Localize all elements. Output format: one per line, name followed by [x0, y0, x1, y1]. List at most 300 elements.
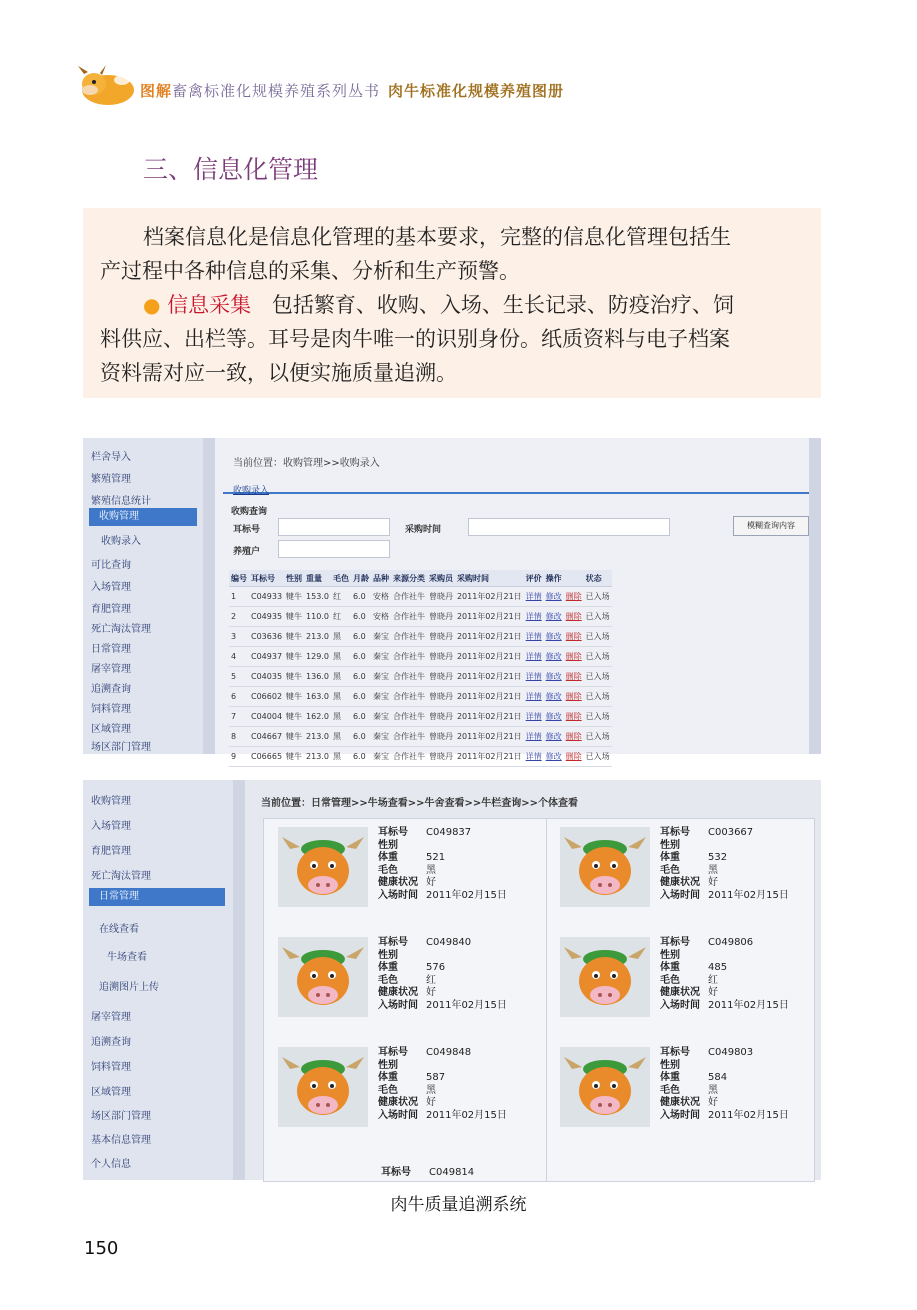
column-header: 采购员 [427, 570, 455, 587]
search-button[interactable]: 模糊查询内容 [733, 516, 809, 536]
table-cell: C03636 [249, 627, 284, 647]
purchase-entry-screenshot [83, 438, 821, 761]
color-value: 黑 [708, 864, 718, 876]
cattle-card[interactable] [560, 1047, 820, 1147]
weight-value: 485 [708, 962, 728, 973]
table-cell: 秦宝 [371, 627, 391, 647]
sidebar-item[interactable]: 入场管理 [91, 821, 131, 832]
table-cell: 6.0 [351, 707, 371, 727]
detail-link[interactable]: 详情 [524, 727, 544, 747]
table-cell: 秦宝 [371, 647, 391, 667]
sidebar-scrollbar[interactable] [203, 438, 215, 754]
entry-value: 2011年02月15日 [426, 889, 507, 901]
sidebar-item[interactable]: 死亡淘汰管理 [91, 624, 151, 635]
info-line [378, 827, 507, 840]
ear-label: 耳标号 [660, 937, 690, 948]
table-cell: 黑 [331, 627, 351, 647]
sidebar-item[interactable]: 育肥管理 [91, 604, 131, 615]
table-cell: C04937 [249, 647, 284, 667]
cattle-card[interactable] [278, 937, 538, 1037]
weight-label: 体重 [378, 852, 398, 863]
delete-link[interactable]: 删除 [564, 687, 584, 707]
table-cell: 秦宝 [371, 707, 391, 727]
table-cell: 犍牛 [284, 707, 304, 727]
info-line [660, 1047, 789, 1060]
info-line [660, 827, 789, 840]
ear-value: C049806 [708, 937, 754, 948]
cattle-card[interactable] [560, 827, 820, 927]
detail-link[interactable]: 详情 [524, 607, 544, 627]
breadcrumb: 当前位置：收购管理>>收购录入 [233, 458, 380, 469]
column-header [564, 570, 584, 587]
table-cell: 2011年02月21日 [455, 607, 524, 627]
table-cell: 6.0 [351, 607, 371, 627]
entry-label: 入场时间 [378, 999, 418, 1011]
sidebar-item[interactable]: 屠宰管理 [91, 1012, 131, 1023]
table-cell: 已入场 [584, 627, 612, 647]
table-row [229, 587, 612, 607]
table-cell: 犍牛 [284, 647, 304, 667]
detail-link[interactable]: 详情 [524, 647, 544, 667]
info-line [660, 865, 789, 878]
ear-label: 耳标号 [378, 1047, 408, 1058]
main-scrollbar[interactable] [809, 438, 821, 754]
table-cell: 9 [229, 747, 249, 767]
info-line [660, 937, 789, 950]
book-title: 肉牛标准化规模养殖图册 [388, 82, 565, 100]
health-label: 健康状况 [378, 877, 418, 888]
table-row [229, 687, 612, 707]
cow-cartoon-icon [560, 1047, 650, 1127]
tab-purchase-entry[interactable]: 收购录入 [233, 486, 270, 496]
table-cell: 2011年02月21日 [455, 707, 524, 727]
sidebar-item[interactable]: 繁殖管理 [91, 474, 131, 485]
intro-line-4: 料供应、出栏等。耳号是肉牛唯一的识别身份。纸质资料与电子档案 [100, 327, 730, 351]
delete-link[interactable]: 删除 [564, 707, 584, 727]
entry-value: 2011年02月15日 [708, 889, 789, 901]
detail-link[interactable]: 详情 [524, 707, 544, 727]
tab-bar [223, 478, 813, 494]
table-cell: 曾晓丹 [427, 727, 455, 747]
table-cell: 6.0 [351, 587, 371, 607]
info-line [378, 962, 507, 975]
detail-link[interactable]: 详情 [524, 747, 544, 767]
partial-ear-value: C049814 [429, 1167, 475, 1178]
cattle-info [378, 827, 507, 902]
table-header-row [229, 570, 612, 587]
detail-link[interactable]: 详情 [524, 627, 544, 647]
table-cell: C06665 [249, 747, 284, 767]
table-row [229, 747, 612, 767]
sidebar-item-active[interactable]: 收购管理 [89, 508, 197, 526]
sex-label: 性别 [660, 949, 680, 961]
intro-line-1: 档案信息化是信息化管理的基本要求，完整的信息化管理包括生 [143, 225, 731, 249]
column-header: 状态 [584, 570, 612, 587]
table-row [229, 667, 612, 687]
info-line [378, 865, 507, 878]
table-cell: 曾晓丹 [427, 707, 455, 727]
delete-link[interactable]: 删除 [564, 647, 584, 667]
table-cell: 合作社牛 [391, 727, 427, 747]
sidebar-item[interactable]: 日常管理 [91, 644, 131, 655]
info-line [378, 852, 507, 865]
cattle-info [660, 1047, 789, 1122]
cattle-card[interactable] [278, 1047, 538, 1147]
table-cell: 2 [229, 607, 249, 627]
column-header: 耳标号 [249, 570, 284, 587]
info-line [660, 852, 789, 865]
table-cell: C04667 [249, 727, 284, 747]
sex-label: 性别 [378, 1059, 398, 1071]
table-cell: C04035 [249, 667, 284, 687]
sidebar-subitem[interactable]: 在线查看 [99, 924, 139, 935]
sex-label: 性别 [660, 839, 680, 851]
info-line [378, 1047, 507, 1060]
health-label: 健康状况 [660, 987, 700, 998]
table-cell: 合作社牛 [391, 627, 427, 647]
edit-link[interactable]: 修改 [544, 707, 564, 727]
ear-value: C049840 [426, 937, 472, 948]
sidebar-item[interactable]: 基本信息管理 [91, 1135, 151, 1146]
color-label: 毛色 [660, 864, 680, 876]
table-cell: 已入场 [584, 607, 612, 627]
info-line [660, 1072, 789, 1085]
ear-value: C003667 [708, 827, 754, 838]
health-value: 好 [426, 877, 436, 888]
table-cell: 犍牛 [284, 667, 304, 687]
column-header: 评价 [524, 570, 544, 587]
table-cell: 6.0 [351, 627, 371, 647]
sidebar-item[interactable]: 追溯查询 [91, 1037, 131, 1048]
sidebar-item[interactable]: 育肥管理 [91, 846, 131, 857]
table-cell: 曾晓丹 [427, 627, 455, 647]
table-row [229, 727, 612, 747]
ear-field-label: 耳标号 [233, 525, 261, 535]
edit-link[interactable]: 修改 [544, 667, 564, 687]
sidebar-item[interactable]: 可比查询 [91, 560, 131, 571]
cattle-grid [263, 818, 815, 1182]
sidebar-item[interactable]: 死亡淘汰管理 [91, 871, 151, 882]
delete-link[interactable]: 删除 [564, 727, 584, 747]
table-cell: 6.0 [351, 667, 371, 687]
info-line [378, 1072, 507, 1085]
weight-value: 532 [708, 852, 728, 863]
info-line [660, 1000, 789, 1013]
color-label: 毛色 [660, 974, 680, 986]
table-cell: 2011年02月21日 [455, 627, 524, 647]
sidebar-scrollbar[interactable] [233, 780, 245, 1180]
entry-label: 入场时间 [378, 889, 418, 901]
delete-link[interactable]: 删除 [564, 587, 584, 607]
delete-link[interactable]: 删除 [564, 627, 584, 647]
info-line [660, 1097, 789, 1110]
table-cell: C06602 [249, 687, 284, 707]
entry-value: 2011年02月15日 [426, 999, 507, 1011]
purchase-table [229, 570, 612, 767]
weight-value: 584 [708, 1072, 728, 1083]
table-cell: 110.0 [304, 607, 331, 627]
table-row [229, 647, 612, 667]
table-cell: 136.0 [304, 667, 331, 687]
table-cell: 黑 [331, 687, 351, 707]
table-cell: 合作社牛 [391, 687, 427, 707]
info-line [660, 840, 789, 853]
table-cell: C04933 [249, 587, 284, 607]
intro-line-3-text: 包括繁育、收购、入场、生长记录、防疫治疗、饲 [271, 293, 734, 317]
info-line [660, 1110, 789, 1123]
cow-cartoon-icon [278, 1047, 368, 1127]
table-cell: 6.0 [351, 747, 371, 767]
table-row [229, 707, 612, 727]
sidebar-item[interactable]: 屠宰管理 [91, 664, 131, 675]
color-value: 黑 [426, 1084, 436, 1096]
entry-label: 入场时间 [378, 1109, 418, 1121]
column-header: 重量 [304, 570, 331, 587]
info-line [378, 890, 507, 903]
edit-link[interactable]: 修改 [544, 727, 564, 747]
delete-link[interactable]: 删除 [564, 667, 584, 687]
detail-link[interactable]: 详情 [524, 667, 544, 687]
health-label: 健康状况 [660, 1097, 700, 1108]
table-cell: 6.0 [351, 687, 371, 707]
table-cell: 1 [229, 587, 249, 607]
table-cell: 已入场 [584, 727, 612, 747]
bullet-icon: ● [143, 293, 161, 317]
table-cell: 8 [229, 727, 249, 747]
table-cell: 2011年02月21日 [455, 687, 524, 707]
info-line [378, 1000, 507, 1013]
detail-link[interactable]: 详情 [524, 687, 544, 707]
table-cell: 合作社牛 [391, 647, 427, 667]
edit-link[interactable]: 修改 [544, 627, 564, 647]
info-line [660, 962, 789, 975]
sidebar-item[interactable]: 饲料管理 [91, 704, 131, 715]
table-cell: 213.0 [304, 747, 331, 767]
ear-value: C049837 [426, 827, 472, 838]
sidebar-item[interactable]: 区域管理 [91, 724, 131, 735]
column-header: 品种 [371, 570, 391, 587]
cattle-info [378, 1047, 507, 1122]
sidebar-subitem[interactable]: 收购录入 [101, 536, 141, 547]
ear-value: C049848 [426, 1047, 472, 1058]
table-cell: C04935 [249, 607, 284, 627]
color-value: 黑 [708, 1084, 718, 1096]
cow-cartoon-icon [560, 827, 650, 907]
table-cell: 曾晓丹 [427, 607, 455, 627]
weight-label: 体重 [378, 1072, 398, 1083]
color-label: 毛色 [378, 974, 398, 986]
entry-value: 2011年02月15日 [426, 1109, 507, 1121]
series-name: 畜禽标准化规模养殖系列丛书 [172, 82, 381, 100]
table-cell: 2011年02月21日 [455, 647, 524, 667]
cow-cartoon-icon [560, 937, 650, 1017]
keyword: 信息采集 [167, 293, 252, 317]
sidebar-item[interactable]: 入场管理 [91, 582, 131, 593]
color-label: 毛色 [660, 1084, 680, 1096]
table-cell: 213.0 [304, 727, 331, 747]
ear-value: C049803 [708, 1047, 754, 1058]
health-label: 健康状况 [660, 877, 700, 888]
table-cell: 红 [331, 587, 351, 607]
color-label: 毛色 [378, 864, 398, 876]
series-title [140, 80, 564, 101]
table-cell: 安格 [371, 587, 391, 607]
cattle-card[interactable] [278, 827, 538, 927]
edit-link[interactable]: 修改 [544, 647, 564, 667]
table-cell: 213.0 [304, 627, 331, 647]
edit-link[interactable]: 修改 [544, 607, 564, 627]
ear-label: 耳标号 [378, 937, 408, 948]
health-value: 好 [708, 1097, 718, 1108]
table-cell: 163.0 [304, 687, 331, 707]
delete-link[interactable]: 删除 [564, 607, 584, 627]
column-header: 采购时间 [455, 570, 524, 587]
table-cell: 合作社牛 [391, 707, 427, 727]
table-cell: 已入场 [584, 667, 612, 687]
sidebar-subitem[interactable]: 牛场查看 [107, 952, 147, 963]
table-cell: 秦宝 [371, 727, 391, 747]
info-line [660, 950, 789, 963]
sidebar-2 [83, 780, 234, 1180]
column-header: 性别 [284, 570, 304, 587]
intro-line-5: 资料需对应一致，以便实施质量追溯。 [100, 361, 457, 385]
column-header: 月龄 [351, 570, 371, 587]
table-cell: 合作社牛 [391, 607, 427, 627]
column-header: 操作 [544, 570, 564, 587]
info-line [378, 1060, 507, 1073]
sidebar-item[interactable]: 追溯查询 [91, 684, 131, 695]
table-cell: 已入场 [584, 587, 612, 607]
info-line [660, 987, 789, 1000]
table-cell: C04004 [249, 707, 284, 727]
weight-label: 体重 [378, 962, 398, 973]
info-line [660, 890, 789, 903]
table-cell: 129.0 [304, 647, 331, 667]
info-line [378, 840, 507, 853]
time-input[interactable] [468, 518, 670, 536]
info-line [378, 1110, 507, 1123]
breadcrumb: 当前位置：日常管理>>牛场查看>>牛舍查看>>牛栏查询>>个体查看 [261, 798, 579, 809]
sidebar-subitem[interactable]: 追溯图片上传 [99, 982, 159, 993]
table-cell: 犍牛 [284, 587, 304, 607]
sidebar-item[interactable]: 收购管理 [91, 796, 131, 807]
health-value: 好 [426, 987, 436, 998]
column-header: 来源分类 [391, 570, 427, 587]
grid-divider [546, 819, 547, 1181]
table-cell: 秦宝 [371, 667, 391, 687]
ear-input[interactable] [278, 518, 390, 536]
table-cell: 162.0 [304, 707, 331, 727]
column-header: 编号 [229, 570, 249, 587]
info-line [378, 877, 507, 890]
cattle-card[interactable] [560, 937, 820, 1037]
table-cell: 曾晓丹 [427, 747, 455, 767]
entry-value: 2011年02月15日 [708, 1109, 789, 1121]
health-value: 好 [708, 877, 718, 888]
table-cell: 2011年02月21日 [455, 747, 524, 767]
edit-link[interactable]: 修改 [544, 687, 564, 707]
info-line [378, 975, 507, 988]
table-cell: 黑 [331, 667, 351, 687]
info-line [378, 1097, 507, 1110]
table-cell: 黑 [331, 747, 351, 767]
weight-label: 体重 [660, 962, 680, 973]
table-cell: 犍牛 [284, 687, 304, 707]
table-cell: 7 [229, 707, 249, 727]
partial-record [381, 1167, 474, 1180]
health-label: 健康状况 [378, 1097, 418, 1108]
edit-link[interactable]: 修改 [544, 587, 564, 607]
intro-line-2: 产过程中各种信息的采集、分析和生产预警。 [100, 259, 520, 283]
health-label: 健康状况 [378, 987, 418, 998]
table-cell: 5 [229, 667, 249, 687]
table-cell: 黑 [331, 647, 351, 667]
table-cell: 黑 [331, 707, 351, 727]
cow-cartoon-icon [278, 937, 368, 1017]
sidebar-item[interactable]: 栏舍导入 [91, 452, 131, 463]
table-cell: 安格 [371, 607, 391, 627]
color-value: 红 [708, 974, 718, 986]
farmer-input[interactable] [278, 540, 390, 558]
cattle-info [378, 937, 507, 1012]
sex-label: 性别 [378, 949, 398, 961]
sidebar-item-active[interactable]: 日常管理 [89, 888, 225, 906]
sidebar-item[interactable]: 区域管理 [91, 1087, 131, 1098]
time-field-label: 采购时间 [405, 525, 442, 535]
weight-value: 521 [426, 852, 446, 863]
table-cell: 2011年02月21日 [455, 667, 524, 687]
table-cell: 已入场 [584, 707, 612, 727]
entry-label: 入场时间 [660, 999, 700, 1011]
info-line [660, 975, 789, 988]
table-cell: 2011年02月21日 [455, 587, 524, 607]
table-cell: 153.0 [304, 587, 331, 607]
cattle-info [660, 827, 789, 902]
sidebar-item[interactable]: 场区部门管理 [91, 742, 151, 753]
page-number: 150 [84, 1238, 119, 1259]
health-value: 好 [708, 987, 718, 998]
section-title: 三、信息化管理 [143, 155, 319, 184]
detail-link[interactable]: 详情 [524, 587, 544, 607]
weight-value: 587 [426, 1072, 446, 1083]
sex-label: 性别 [660, 1059, 680, 1071]
color-label: 毛色 [378, 1084, 398, 1096]
sidebar-item[interactable]: 繁殖信息统计 [91, 496, 151, 507]
delete-link[interactable]: 删除 [564, 747, 584, 767]
individual-view-screenshot [83, 780, 821, 1180]
sidebar-item[interactable]: 饲料管理 [91, 1062, 131, 1073]
info-line [378, 987, 507, 1000]
table-cell: 合作社牛 [391, 587, 427, 607]
info-line [660, 1060, 789, 1073]
table-cell: 2011年02月21日 [455, 727, 524, 747]
edit-link[interactable]: 修改 [544, 747, 564, 767]
table-row [229, 627, 612, 647]
sex-label: 性别 [378, 839, 398, 851]
info-line [660, 1085, 789, 1098]
column-header: 毛色 [331, 570, 351, 587]
sidebar-item[interactable]: 个人信息 [91, 1159, 131, 1170]
query-label: 收购查询 [231, 507, 268, 517]
entry-label: 入场时间 [660, 889, 700, 901]
table-cell: 犍牛 [284, 747, 304, 767]
cattle-info [660, 937, 789, 1012]
ear-label: 耳标号 [660, 1047, 690, 1058]
cow-cartoon-icon [278, 827, 368, 907]
info-line [378, 937, 507, 950]
table-cell: 已入场 [584, 647, 612, 667]
sidebar-item[interactable]: 场区部门管理 [91, 1111, 151, 1122]
